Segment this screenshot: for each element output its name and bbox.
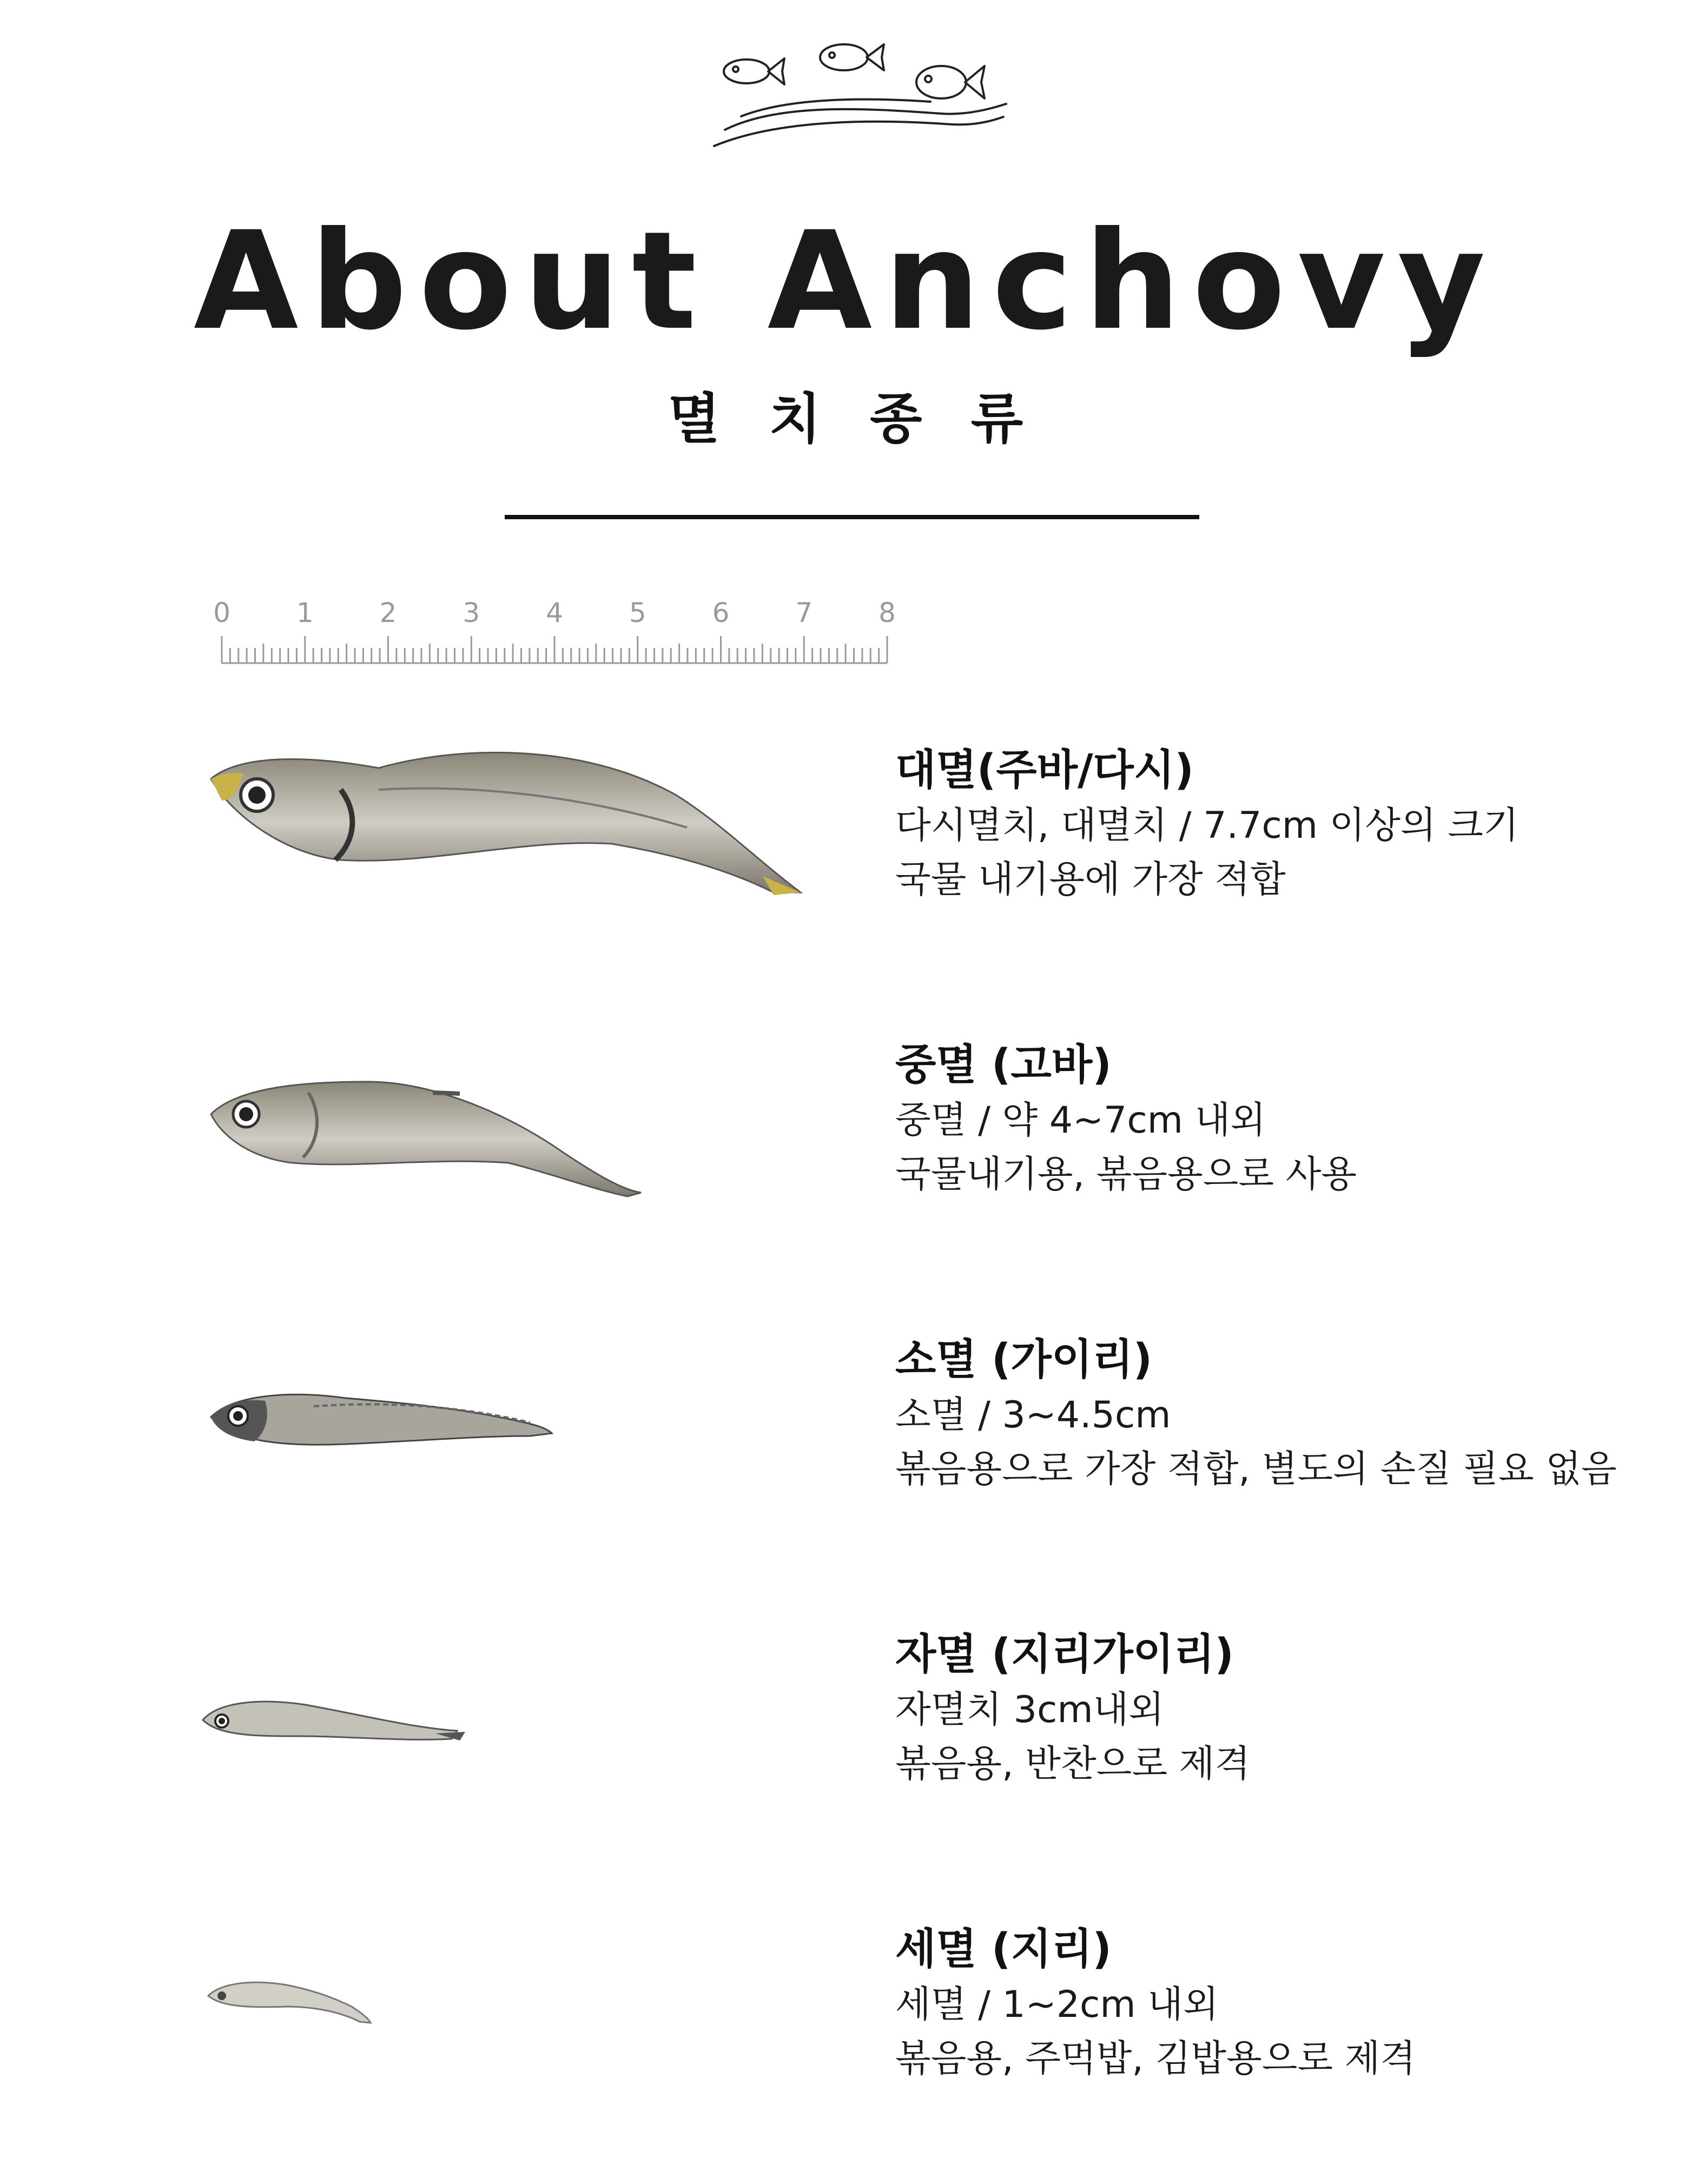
anchovy-entry-large	[895, 746, 1519, 916]
anchovy-entry-tiny	[895, 1630, 1251, 1800]
ruler-label: 8	[878, 597, 896, 628]
page-title: About Anchovy	[193, 202, 1498, 360]
anchovy-usage: 국물 내기용에 가장 적합	[895, 858, 1286, 901]
anchovy-size: 소멸 / 3~4.5cm	[895, 1394, 1171, 1437]
ruler-label: 6	[712, 597, 730, 628]
anchovy-size: 세멸 / 1~2cm 내외	[895, 1983, 1219, 2026]
ruler-label: 3	[463, 597, 480, 628]
anchovy-name: 세멸 (지리)	[895, 1925, 1112, 1974]
anchovy-usage: 볶음용, 반찬으로 제격	[895, 1743, 1251, 1785]
anchovy-name: 중멸 (고바)	[895, 1041, 1112, 1089]
anchovy-usage: 볶음용으로 가장 적합, 별도의 손질 필요 없음	[895, 1448, 1617, 1491]
ruler-label: 7	[795, 597, 813, 628]
anchovy-entry-medium	[895, 1041, 1357, 1210]
anchovy-entry-micro	[895, 1925, 1416, 2095]
ruler-label: 0	[213, 597, 230, 628]
title-divider	[505, 515, 1199, 519]
anchovy-size: 자멸치 3cm내외	[895, 1689, 1164, 1731]
anchovy-usage: 볶음용, 주먹밥, 김밥용으로 제격	[895, 2037, 1416, 2080]
ruler-label: 5	[629, 597, 646, 628]
ruler	[206, 595, 903, 671]
anchovy-name: 대멸(주바/다시)	[895, 746, 1194, 795]
anchovy-name: 자멸 (지리가이리)	[895, 1630, 1234, 1679]
tiny-anchovy-image	[197, 1682, 468, 1763]
anchovy-size: 다시멸치, 대멸치 / 7.7cm 이상의 크기	[895, 804, 1519, 847]
ruler-label: 4	[546, 597, 563, 628]
anchovy-name: 소멸 (가이리)	[895, 1335, 1153, 1384]
ruler-label: 2	[379, 597, 397, 628]
large-anchovy-image	[200, 730, 806, 914]
fish-logo-icon	[703, 38, 1017, 157]
anchovy-size: 중멸 / 약 4~7cm 내외	[895, 1099, 1266, 1142]
medium-anchovy-image	[206, 1060, 649, 1201]
ruler-label: 1	[296, 597, 314, 628]
micro-anchovy-image	[206, 1969, 373, 2028]
small-anchovy-image	[206, 1374, 557, 1466]
anchovy-usage: 국물내기용, 볶음용으로 사용	[895, 1153, 1357, 1196]
page-subtitle: 멸치종류	[668, 387, 1072, 451]
anchovy-entry-small	[895, 1335, 1617, 1505]
